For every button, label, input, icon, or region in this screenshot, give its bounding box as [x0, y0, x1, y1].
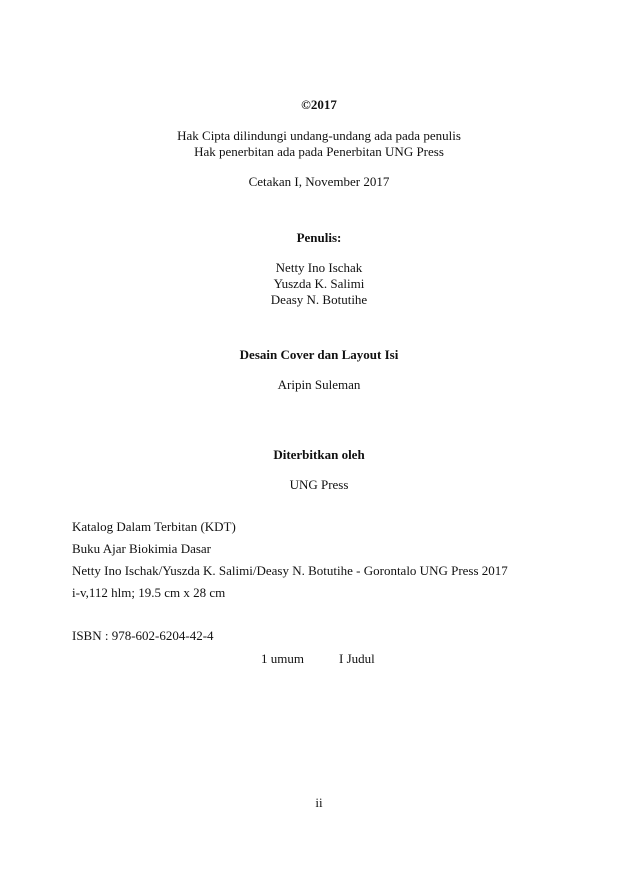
design-heading: Desain Cover dan Layout Isi	[239, 347, 399, 362]
author-name-3: Deasy N. Botutihe	[270, 292, 368, 307]
page-number: ii	[315, 795, 323, 810]
authors-heading: Penulis:	[296, 230, 342, 245]
catalog-physical: i-v,112 hlm; 19.5 cm x 28 cm	[72, 585, 226, 600]
publisher-name: UNG Press	[289, 477, 349, 492]
edition: Cetakan I, November 2017	[248, 174, 390, 189]
rights-line-1: Hak Cipta dilindungi undang-undang ada pada penulis	[177, 128, 461, 143]
author-name-2: Yuszda K. Salimi	[273, 276, 365, 291]
catalog-isbn: ISBN : 978-602-6204-42-4	[72, 628, 214, 643]
design-name: Aripin Suleman	[277, 377, 361, 392]
catalog-title: Katalog Dalam Terbitan (KDT)	[72, 519, 236, 534]
catalog-class-1: 1 umum	[261, 651, 304, 666]
catalog-citation: Netty Ino Ischak/Yuszda K. Salimi/Deasy N. Botutihe - Gorontalo UNG Press 2017	[72, 563, 508, 578]
author-name-1: Netty Ino Ischak	[275, 260, 363, 275]
catalog-class-2: I Judul	[339, 651, 375, 666]
rights-line-2: Hak penerbitan ada pada Penerbitan UNG Press	[194, 144, 444, 159]
copyright-year: ©2017	[301, 97, 337, 112]
catalog-book: Buku Ajar Biokimia Dasar	[72, 541, 212, 556]
publisher-heading: Diterbitkan oleh	[273, 447, 365, 462]
